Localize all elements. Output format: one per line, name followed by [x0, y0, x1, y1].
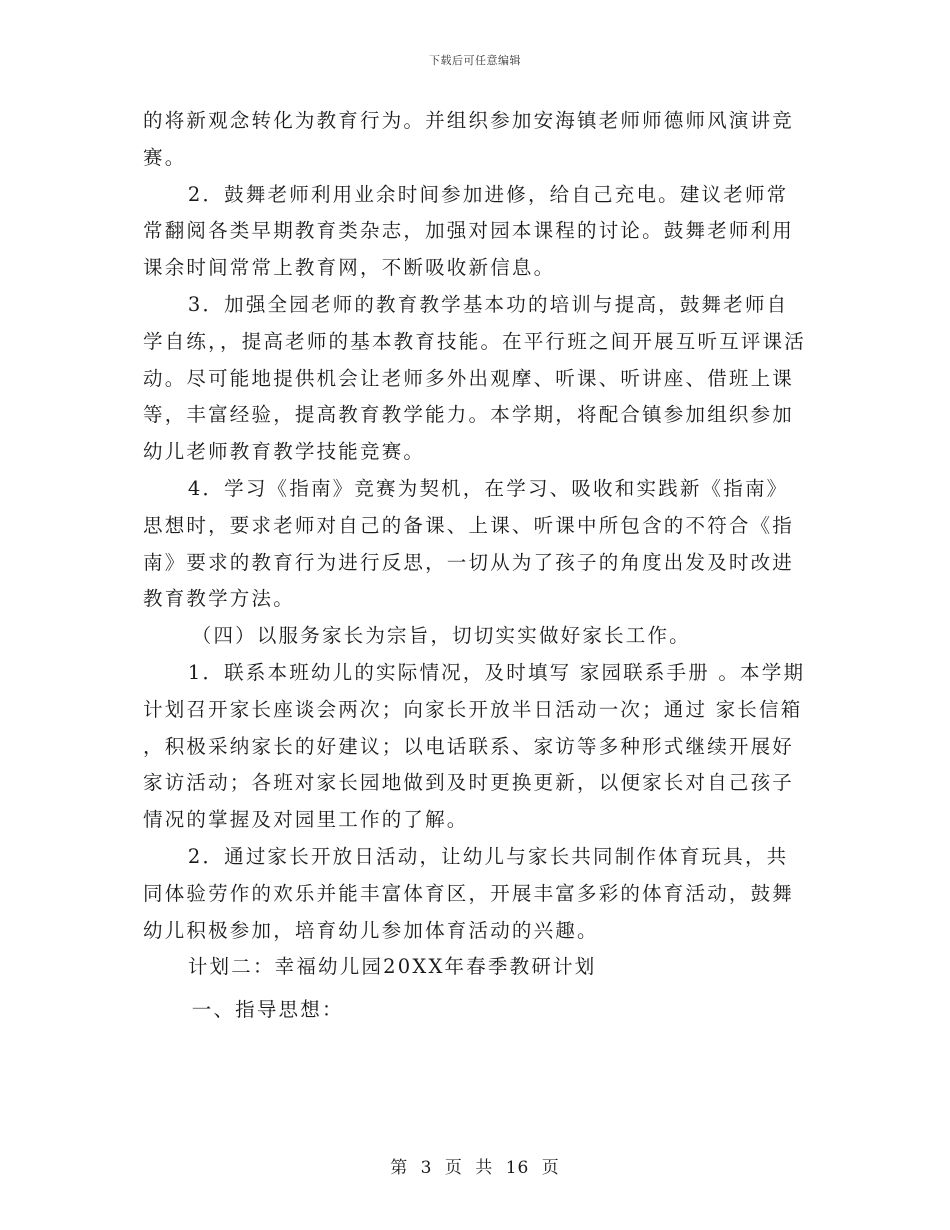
plan-two-title: 计划二：幸福幼儿园20XX年春季教研计划	[187, 955, 597, 979]
section-heading-guiding-thought: 一、指导思想：	[191, 998, 344, 1022]
paragraph-item-3: 3．加强全园老师的教育教学基本功的培训与提高，鼓舞老师自学自练，，提高老师的基本教育技能。在平行班之间开展互听互评课活动。尽可能地提供机会让老师多外出观摩、听课、听讲座、借班上课等，丰富经验，提高教育教学能力。本学期，将配合镇参加组织参加幼儿老师教育教学技能竞赛。	[143, 292, 806, 464]
page-header: 下载后可任意编辑	[429, 54, 521, 67]
paragraph-item-4: 4．学习《指南》竞赛为契机，在学习、吸收和实践新《指南》思想时，要求老师对自己的备课、上课、听课中所包含的不符合《指南》要求的教育行为进行反思，一切从为了孩子的角度出发及时改进教育教学方法。	[143, 476, 795, 611]
page-number: 第 3 页 共 16 页	[390, 1158, 560, 1178]
document-body	[143, 103, 808, 1029]
paragraph-parent-item-2: 2．通过家长开放日活动，让幼儿与家长共同制作体育玩具，共同体验劳作的欢乐并能丰富体育区，开展丰富多彩的体育活动，鼓舞幼儿积极参加，培育幼儿参加体育活动的兴趣。	[143, 844, 795, 942]
paragraph-parent-item-1: 1．联系本班幼儿的实际情况，及时填写 家园联系手册 。本学期计划召开家长座谈会两次；向家长开放半日活动一次；通过 家长信箱 ，积极采纳家长的好建议；以电话联系、家访等多种形式继续开展好家访活动；各班对家长园地做到及时更换更新，以便家长对自己孩子情况的掌握及对园里工作的了解。	[143, 660, 806, 832]
paragraph-item-2: 2．鼓舞老师利用业余时间参加进修，给自己充电。建议老师常常翻阅各类早期教育类杂志，加强对园本课程的讨论。鼓舞老师利用课余时间常常上教育网，不断吸收新信息。	[143, 182, 795, 280]
paragraph-continuation: 的将新观念转化为教育行为。并组织参加安海镇老师师德师风演讲竞赛。	[143, 109, 795, 169]
section-heading-four: （四）以服务家长为宗旨，切切实实做好家长工作。	[191, 624, 691, 648]
